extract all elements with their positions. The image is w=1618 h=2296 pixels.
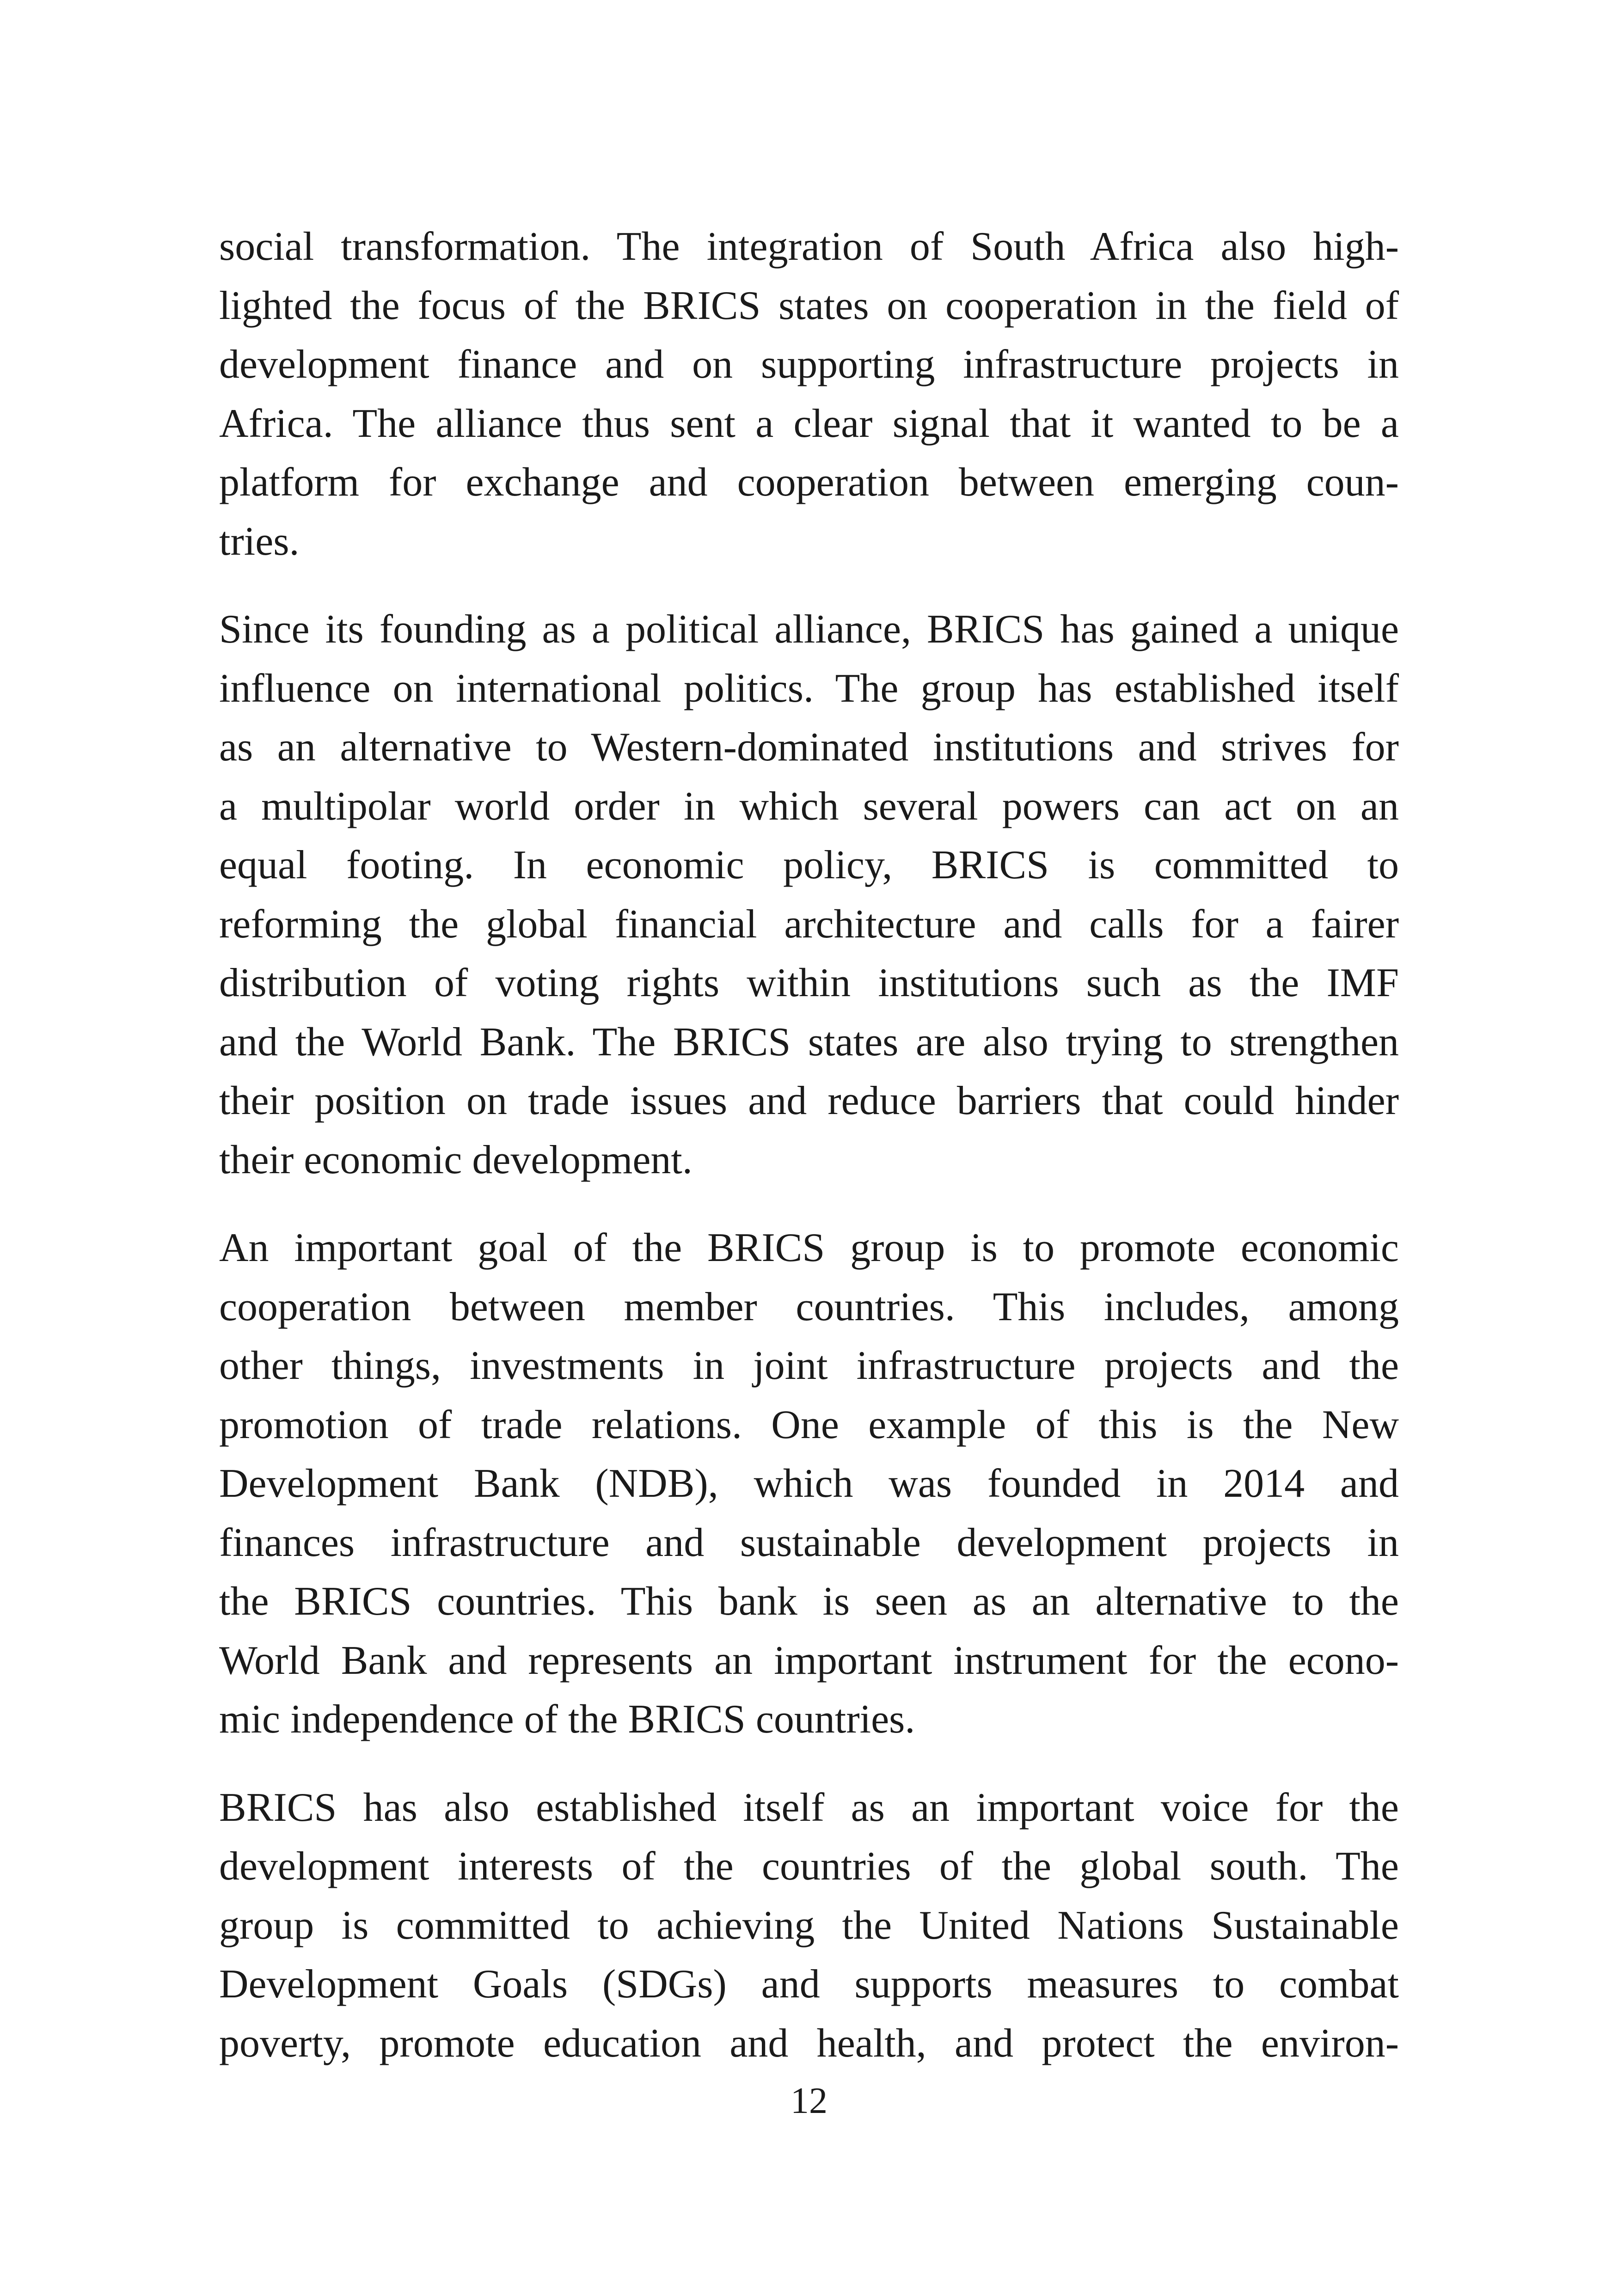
text-line: a multipolar world order in which several powers can act on an bbox=[219, 784, 1399, 829]
text-line: distribution of voting rights within institutions such as the IMF bbox=[219, 961, 1399, 1005]
text-line: their position on trade issues and reduce barriers that could hinder bbox=[219, 1078, 1399, 1123]
text-line: development interests of the countries of the global south. The bbox=[219, 1844, 1399, 1889]
text-line: development finance and on supporting infrastructure projects in bbox=[219, 342, 1399, 387]
text-line: Africa. The alliance thus sent a clear signal that it wanted to be a bbox=[219, 401, 1399, 446]
text-line: platform for exchange and cooperation between emerging coun- bbox=[219, 460, 1399, 505]
text-line: social transformation. The integration of South Africa also high- bbox=[219, 224, 1399, 269]
paragraph-4 bbox=[219, 1778, 1399, 2073]
text-line: An important goal of the BRICS group is to promote economic bbox=[219, 1225, 1399, 1270]
text-line: other things, investments in joint infrastructure projects and the bbox=[219, 1343, 1399, 1388]
text-line: the BRICS countries. This bank is seen as an alternative to the bbox=[219, 1579, 1399, 1624]
text-line: Development Bank (NDB), which was founded in 2014 and bbox=[219, 1461, 1399, 1506]
paragraph-3 bbox=[219, 1218, 1399, 1749]
text-line: their economic development. bbox=[219, 1137, 693, 1182]
text-line: as an alternative to Western-dominated institutions and strives for bbox=[219, 725, 1399, 770]
text-line: mic independence of the BRICS countries. bbox=[219, 1697, 915, 1742]
body-text bbox=[219, 217, 1399, 2102]
text-line: tries. bbox=[219, 519, 300, 564]
text-line: BRICS has also established itself as an important voice for the bbox=[219, 1785, 1399, 1830]
text-line: Development Goals (SDGs) and supports measures to combat bbox=[219, 1962, 1399, 2007]
paragraph-1 bbox=[219, 217, 1399, 571]
text-line: finances infrastructure and sustainable development projects in bbox=[219, 1520, 1399, 1565]
text-line: equal footing. In economic policy, BRICS is committed to bbox=[219, 843, 1399, 888]
text-line: cooperation between member countries. This includes, among bbox=[219, 1284, 1399, 1329]
text-line: poverty, promote education and health, and protect the environ- bbox=[219, 2020, 1399, 2066]
text-line: World Bank and represents an important instrument for the econo- bbox=[219, 1638, 1399, 1683]
text-line: reforming the global financial architecture and calls for a fairer bbox=[219, 901, 1399, 947]
text-line: and the World Bank. The BRICS states are also trying to strengthen bbox=[219, 1019, 1399, 1065]
text-line: Since its founding as a political alliance, BRICS has gained a unique bbox=[219, 607, 1399, 652]
page-number: 12 bbox=[791, 2081, 827, 2121]
text-line: influence on international politics. The group has established itself bbox=[219, 666, 1399, 711]
paragraph-2 bbox=[219, 600, 1399, 1189]
text-line: group is committed to achieving the United Nations Sustainable bbox=[219, 1903, 1399, 1948]
text-line: lighted the focus of the BRICS states on cooperation in the field of bbox=[219, 283, 1399, 328]
text-line: promotion of trade relations. One example of this is the New bbox=[219, 1402, 1399, 1447]
